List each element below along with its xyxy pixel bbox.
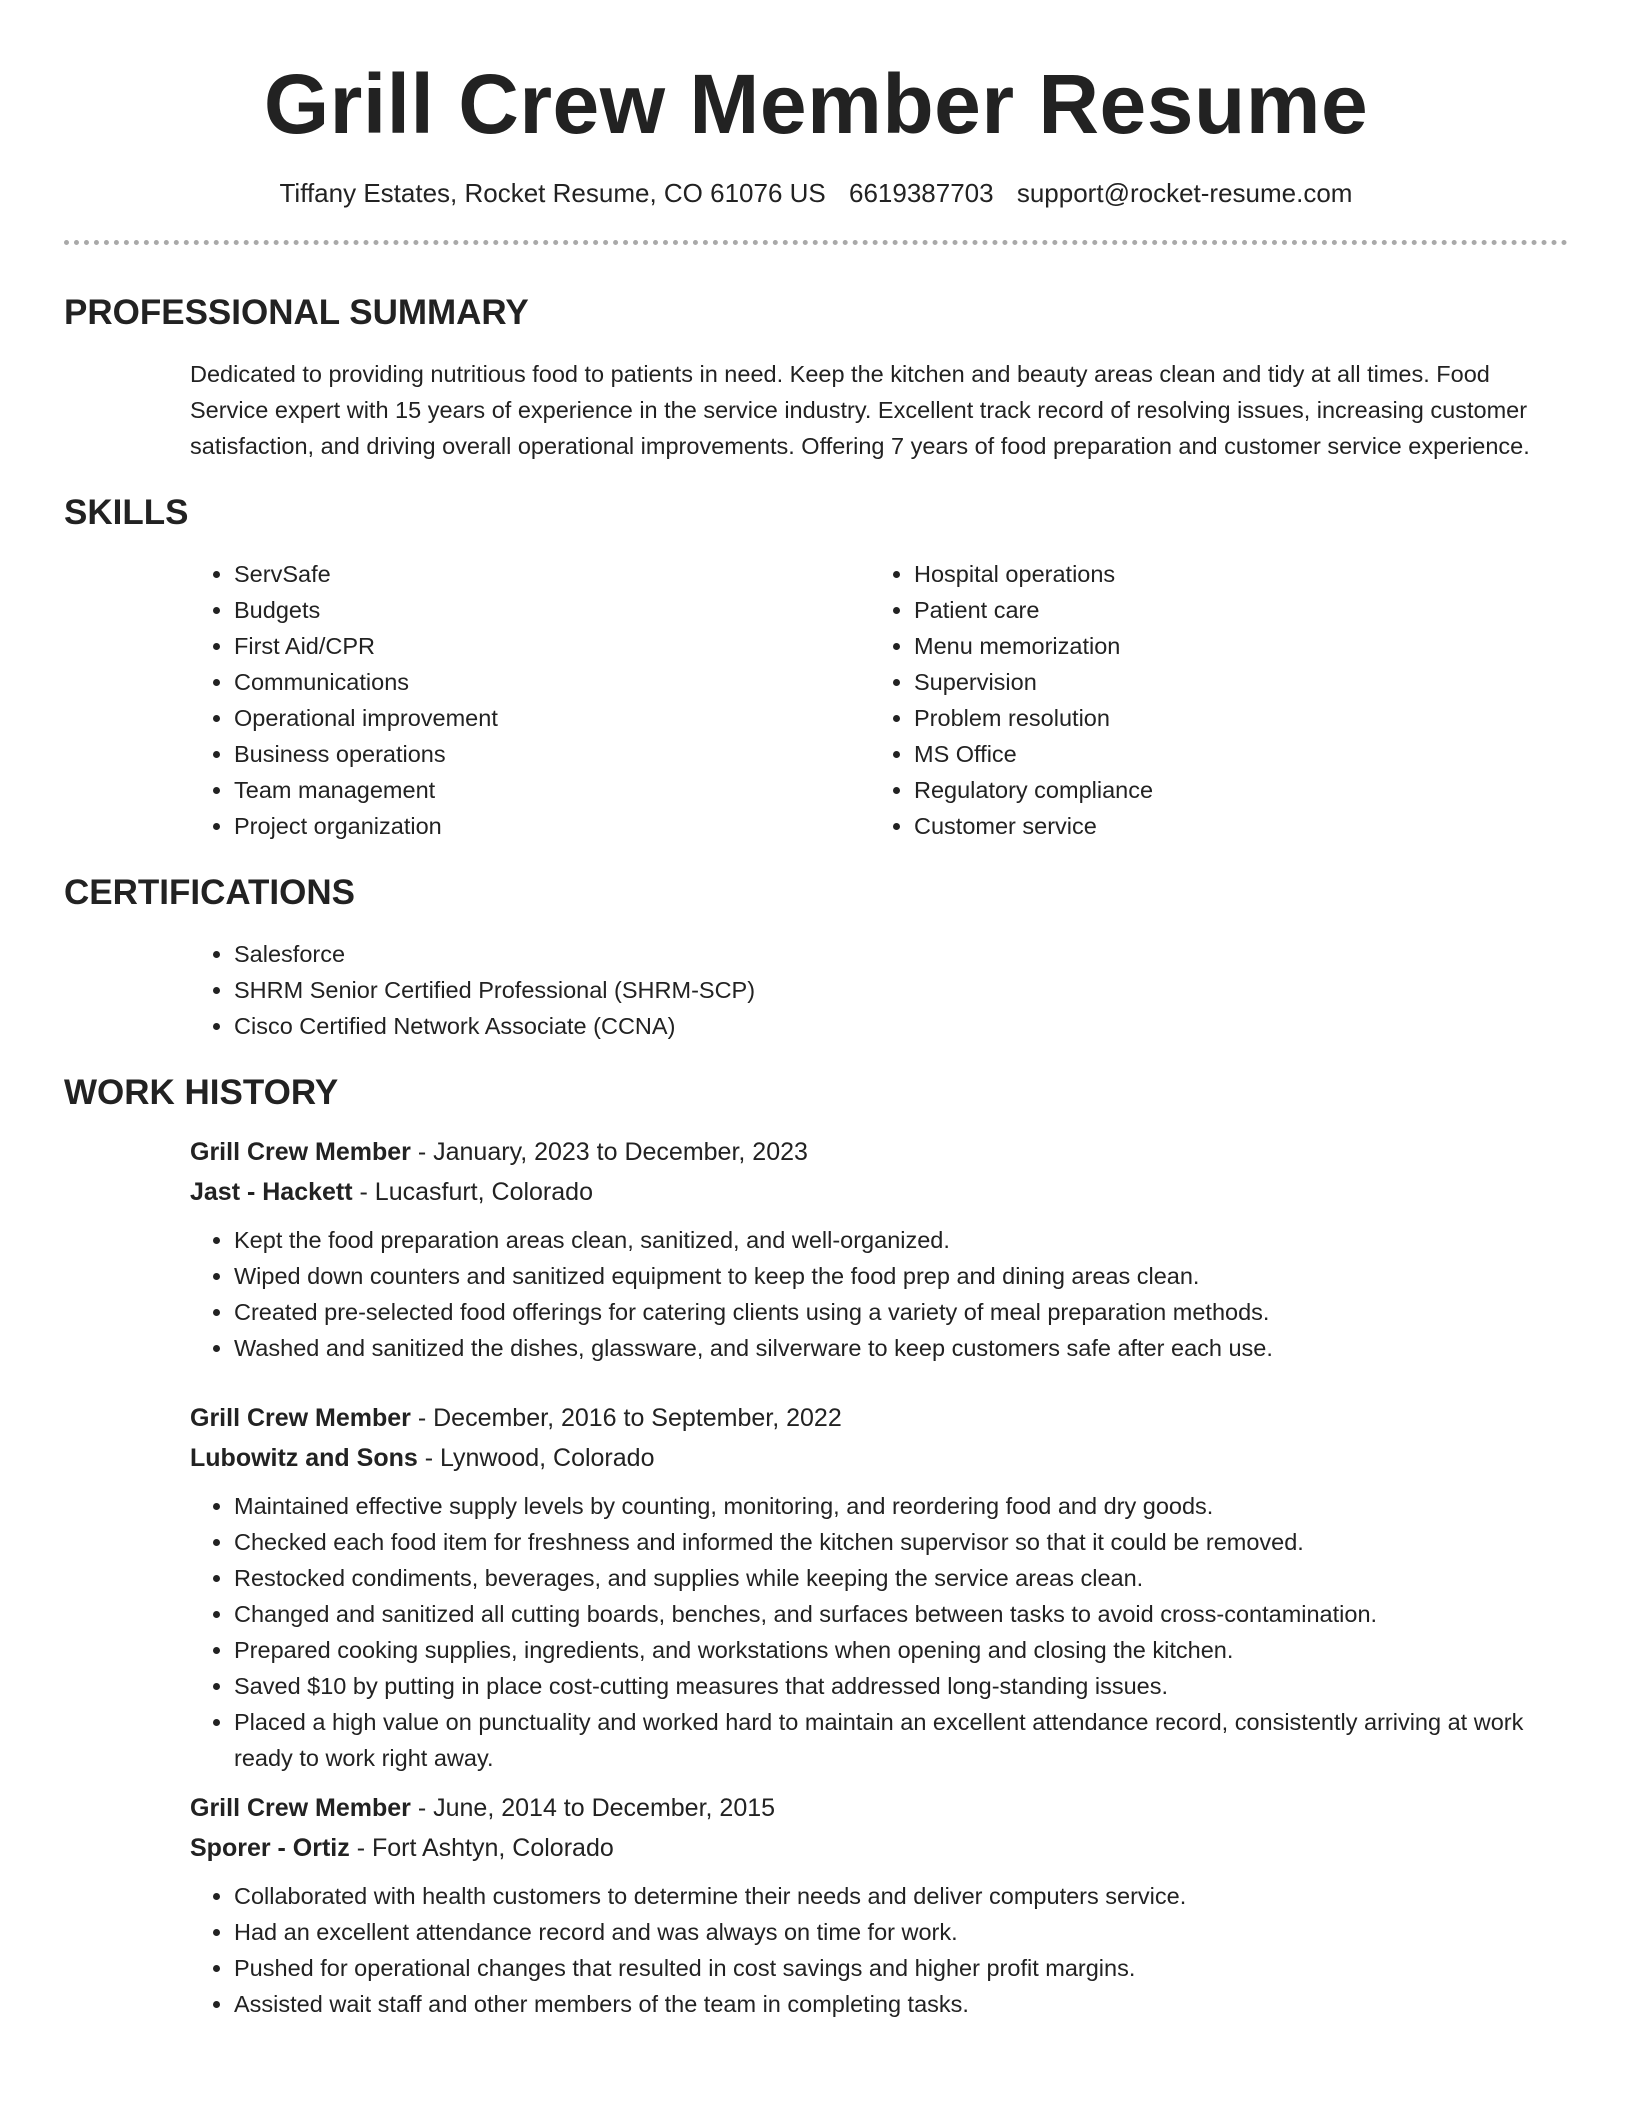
contact-address: Tiffany Estates, Rocket Resume, CO 61076 US [279, 178, 826, 208]
skill-item: • Team management [234, 772, 870, 808]
job-company: Jast - Hackett [190, 1178, 353, 1206]
job-dates: - January, 2023 to December, 2023 [410, 1138, 808, 1166]
certifications-section [190, 936, 1568, 1044]
job-bullet: • Assisted wait staff and other members of the team in completing tasks. [234, 1986, 1568, 2022]
job-title: Grill Crew Member [190, 1794, 411, 1822]
job-company-line [190, 1828, 1568, 1868]
skill-item: • Budgets [234, 592, 870, 628]
job-company-line [190, 1172, 1568, 1212]
job-location: - Fort Ashtyn, Colorado [349, 1834, 614, 1862]
skill-item: • Regulatory compliance [914, 772, 1550, 808]
skill-item: • Operational improvement [234, 700, 870, 736]
skills-list-left [190, 556, 870, 844]
skills-section [190, 556, 1568, 844]
job-entry [190, 1132, 1568, 1366]
job-bullets [190, 1222, 1568, 1366]
skill-item: • ServSafe [234, 556, 870, 592]
job-dates: - December, 2016 to September, 2022 [410, 1404, 842, 1432]
job-location: - Lynwood, Colorado [417, 1444, 655, 1472]
certification-item: • Salesforce [234, 936, 1568, 972]
job-bullet: • Checked each food item for freshness and informed the kitchen supervisor so that it could be removed. [234, 1524, 1568, 1560]
skill-item: • Business operations [234, 736, 870, 772]
job-bullet: • Prepared cooking supplies, ingredients, and workstations when opening and closing the kitchen. [234, 1632, 1568, 1668]
skill-item: • Hospital operations [914, 556, 1550, 592]
job-company: Lubowitz and Sons [190, 1444, 418, 1472]
job-location: - Lucasfurt, Colorado [352, 1178, 593, 1206]
skill-item: • MS Office [914, 736, 1550, 772]
summary-section [190, 356, 1568, 464]
job-bullets [190, 1878, 1568, 2022]
job-bullet: • Restocked condiments, beverages, and supplies while keeping the service areas clean. [234, 1560, 1568, 1596]
job-bullet: • Pushed for operational changes that resulted in cost savings and higher profit margins. [234, 1950, 1568, 1986]
header-divider [64, 240, 1568, 245]
job-bullet: • Wiped down counters and sanitized equipment to keep the food prep and dining areas clean. [234, 1258, 1568, 1294]
job-bullet: • Washed and sanitized the dishes, glassware, and silverware to keep customers safe after each use. [234, 1330, 1568, 1366]
skill-item: • Supervision [914, 664, 1550, 700]
job-company-line [190, 1438, 1568, 1478]
work-history-heading: WORK HISTORY [64, 1073, 339, 1112]
job-entry [190, 1788, 1568, 2022]
job-bullet: • Maintained effective supply levels by counting, monitoring, and reordering food and dry goods. [234, 1488, 1568, 1524]
job-bullet: • Created pre-selected food offerings for catering clients using a variety of meal preparation methods. [234, 1294, 1568, 1330]
contact-line [64, 176, 1568, 210]
summary-heading: PROFESSIONAL SUMMARY [64, 293, 529, 332]
job-title-line [190, 1788, 1568, 1828]
job-bullet: • Had an excellent attendance record and was always on time for work. [234, 1914, 1568, 1950]
skills-heading: SKILLS [64, 493, 189, 532]
job-bullet: • Changed and sanitized all cutting boards, benches, and surfaces between tasks to avoid cross-contamination. [234, 1596, 1568, 1632]
job-bullet: • Kept the food preparation areas clean, sanitized, and well-organized. [234, 1222, 1568, 1258]
certification-item: • SHRM Senior Certified Professional (SHRM-SCP) [234, 972, 1568, 1008]
summary-text: Dedicated to providing nutritious food to patients in need. Keep the kitchen and beauty areas clean and tidy at all times. Food Service expert with 15 years of experience in the service industry. Excellent track record of resolving issues, increasing customer satisfaction, and driving overall operational improvements. Offering 7 years of food preparation and customer service experience. [190, 361, 1530, 459]
certification-item: • Cisco Certified Network Associate (CCNA) [234, 1008, 1568, 1044]
job-title-line [190, 1398, 1568, 1438]
skills-list-right [870, 556, 1550, 844]
certifications-heading: CERTIFICATIONS [64, 873, 356, 912]
job-company: Sporer - Ortiz [190, 1834, 350, 1862]
skills-column-right [870, 556, 1550, 844]
job-bullet: • Saved $10 by putting in place cost-cutting measures that addressed long-standing issues. [234, 1668, 1568, 1704]
resume-title: Grill Crew Member Resume [263, 57, 1369, 151]
contact-email: support@rocket-resume.com [1016, 178, 1353, 208]
skill-item: • First Aid/CPR [234, 628, 870, 664]
resume-page [64, 0, 1568, 2022]
skill-item: • Patient care [914, 592, 1550, 628]
job-dates: - June, 2014 to December, 2015 [410, 1794, 776, 1822]
job-title-line [190, 1132, 1568, 1172]
skill-item: • Menu memorization [914, 628, 1550, 664]
skill-item: • Problem resolution [914, 700, 1550, 736]
skill-item: • Customer service [914, 808, 1550, 844]
skills-column-left [190, 556, 870, 844]
contact-phone: 6619387703 [849, 178, 994, 208]
skill-item: • Project organization [234, 808, 870, 844]
skill-item: • Communications [234, 664, 870, 700]
job-entry [190, 1398, 1568, 1776]
job-bullet: • Placed a high value on punctuality and worked hard to maintain an excellent attendance record, consistently arriving at work ready to work right away. [234, 1704, 1568, 1776]
job-title: Grill Crew Member [190, 1138, 411, 1166]
job-bullet: • Collaborated with health customers to determine their needs and deliver computers service. [234, 1878, 1568, 1914]
job-title: Grill Crew Member [190, 1404, 411, 1432]
certifications-list [190, 936, 1568, 1044]
job-bullets [190, 1488, 1568, 1776]
